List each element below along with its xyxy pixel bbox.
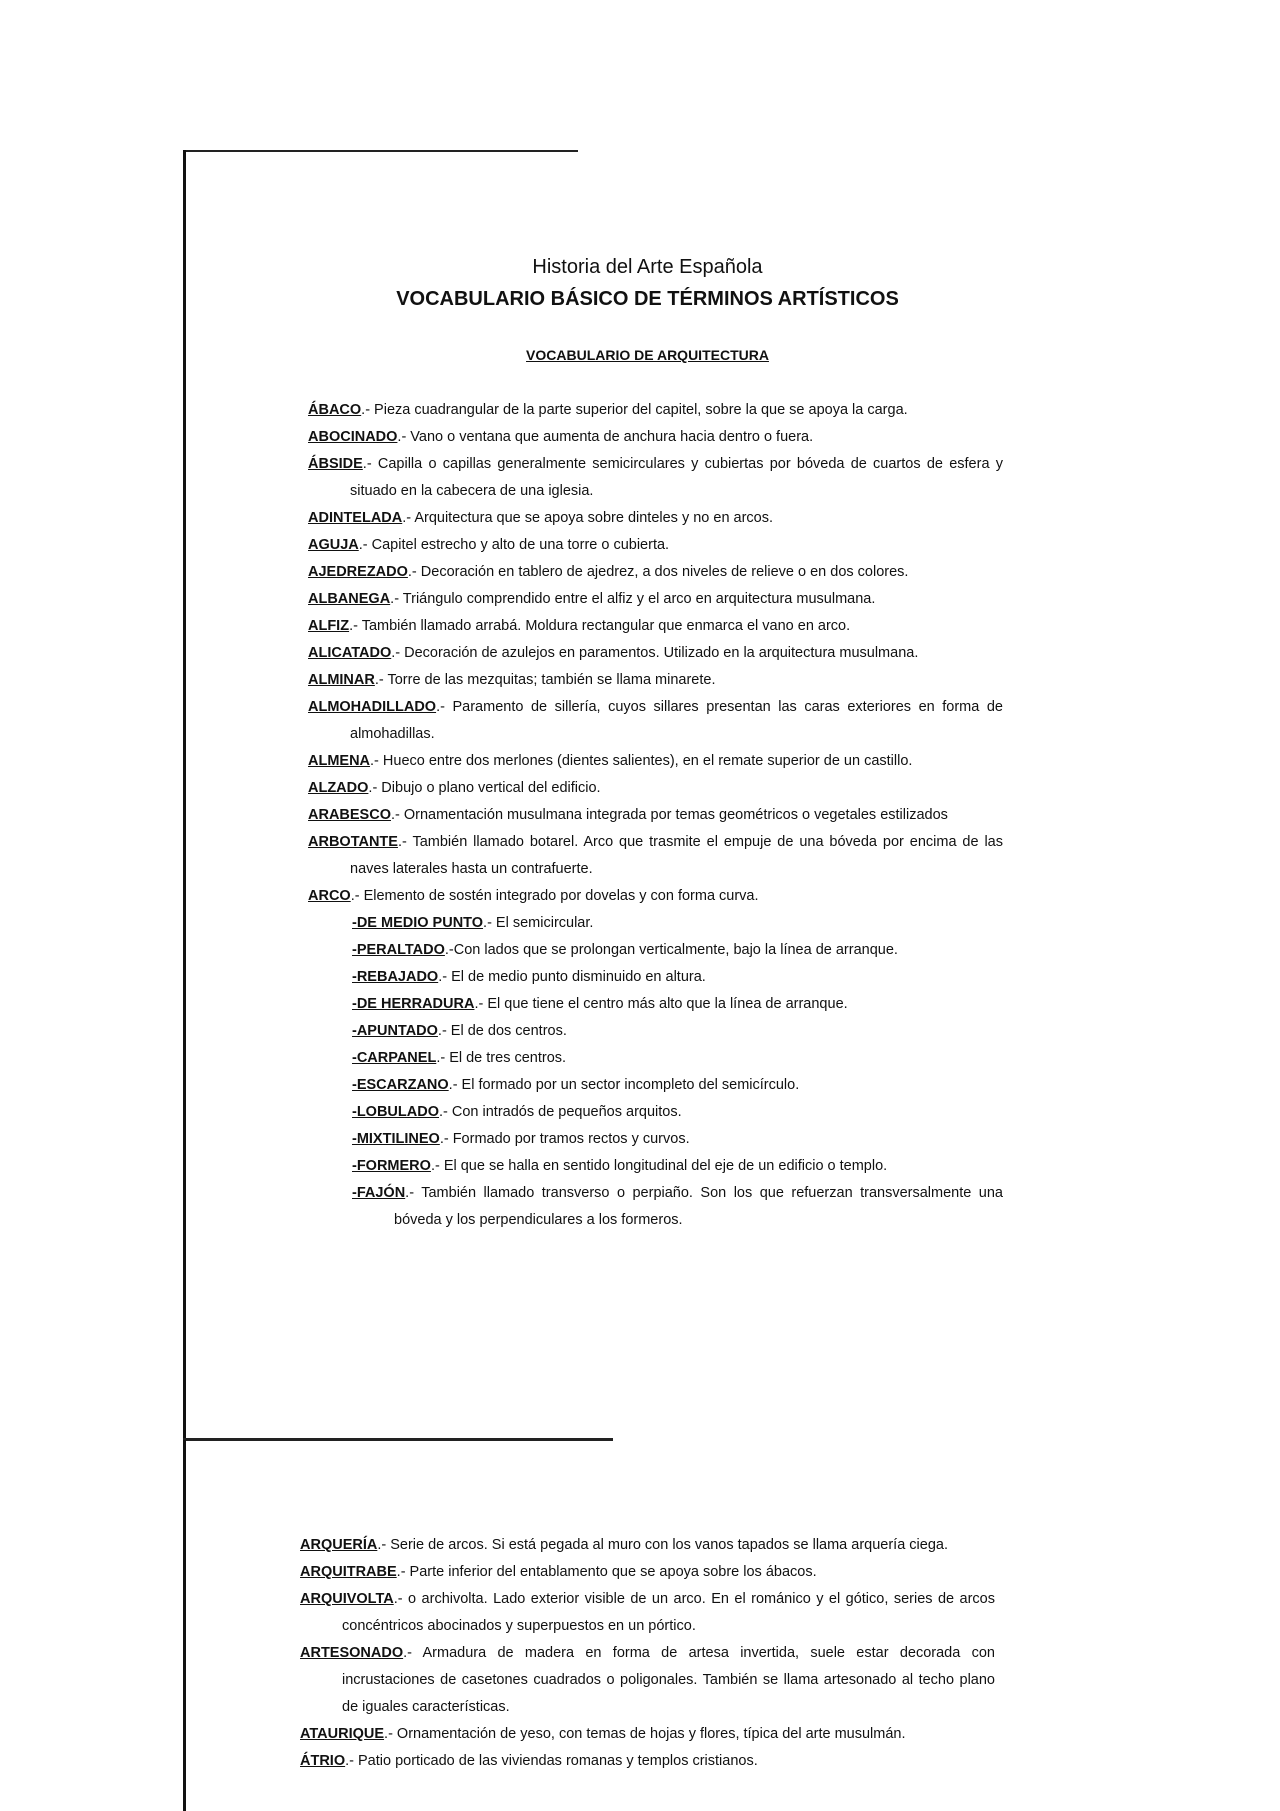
glossary-entry (308, 424, 1003, 451)
glossary-definition: .- El semicircular. (483, 915, 594, 931)
glossary-block-page1 (308, 397, 1003, 1234)
glossary-term: -DE HERRADURA (352, 996, 475, 1012)
glossary-definition: .- Patio porticado de las viviendas romanas y templos cristianos. (345, 1753, 758, 1769)
document-subtitle: Historia del Arte Española (532, 256, 763, 278)
glossary-term: ÁTRIO (300, 1753, 346, 1769)
glossary-definition: .- Hueco entre dos merlones (dientes salientes), en el remate superior de un castillo. (370, 753, 913, 769)
glossary-definition: .- También llamado arrabá. Moldura rectangular que enmarca el vano en arco. (349, 618, 851, 634)
glossary-term: ARCO (308, 888, 351, 904)
glossary-definition: .- Decoración en tablero de ajedrez, a dos niveles de relieve o en dos colores. (407, 564, 909, 580)
glossary-term: AGUJA (308, 537, 359, 553)
glossary-entry (330, 1126, 1003, 1153)
glossary-definition: .- El que tiene el centro más alto que la línea de arranque. (474, 996, 848, 1012)
glossary-term: ABOCINADO (308, 429, 398, 445)
glossary-block-page2 (300, 1532, 995, 1775)
glossary-entry (308, 559, 1003, 586)
glossary-entry (308, 829, 1003, 883)
glossary-term: ALMINAR (308, 672, 375, 688)
glossary-term: -DE MEDIO PUNTO (352, 915, 484, 931)
glossary-term: ALZADO (308, 780, 369, 796)
glossary-entry (300, 1640, 995, 1721)
page-break-line (183, 1438, 613, 1441)
glossary-entry (330, 1099, 1003, 1126)
glossary-entry (300, 1532, 995, 1559)
glossary-definition: .- Ornamentación de yeso, con temas de hojas y flores, típica del arte musulmán. (384, 1726, 906, 1742)
glossary-definition: .- El que se halla en sentido longitudinal del eje de un edificio o templo. (430, 1158, 888, 1174)
glossary-entry (330, 1072, 1003, 1099)
page-edge-left-2 (183, 1440, 186, 1811)
glossary-entry (308, 451, 1003, 505)
glossary-entry (308, 532, 1003, 559)
glossary-entry (330, 964, 1003, 991)
glossary-entry (330, 1180, 1003, 1234)
glossary-entry (308, 802, 1003, 829)
glossary-entry (308, 883, 1003, 910)
glossary-entry (300, 1748, 995, 1775)
glossary-definition: .- Ornamentación musulmana integrada por temas geométricos o vegetales estilizados (390, 807, 948, 823)
glossary-term: ARTESONADO (300, 1645, 404, 1661)
glossary-list (308, 397, 1003, 910)
glossary-term: ARQUITRABE (300, 1564, 397, 1580)
glossary-entry (308, 397, 1003, 424)
section-title: VOCABULARIO DE ARQUITECTURA (526, 347, 769, 363)
glossary-definition: .- El de tres centros. (436, 1050, 567, 1066)
glossary-definition: .-Con lados que se prolongan verticalmente, bajo la línea de arranque. (444, 942, 898, 958)
glossary-entry (330, 1153, 1003, 1180)
glossary-entry (308, 667, 1003, 694)
glossary-entry (308, 748, 1003, 775)
glossary-definition: .- Torre de las mezquitas; también se llama minarete. (374, 672, 716, 688)
glossary-definition: .- Dibujo o plano vertical del edificio. (368, 780, 601, 796)
glossary-entry (330, 910, 1003, 937)
glossary-entry (308, 586, 1003, 613)
document-title: VOCABULARIO BÁSICO DE TÉRMINOS ARTÍSTICOS (396, 288, 899, 310)
glossary-term: ATAURIQUE (300, 1726, 385, 1742)
glossary-entry (308, 613, 1003, 640)
glossary-definition: .- Formado por tramos rectos y curvos. (439, 1131, 690, 1147)
glossary-term: ARBOTANTE (308, 834, 398, 850)
glossary-definition: .- Vano o ventana que aumenta de anchura hacia dentro o fuera. (397, 429, 814, 445)
glossary-term: ALMENA (308, 753, 371, 769)
glossary-definition: .- El de dos centros. (437, 1023, 567, 1039)
glossary-definition: .- El de medio punto disminuido en altura. (438, 969, 706, 985)
glossary-definition: .- Arquitectura que se apoya sobre dinteles y no en arcos. (402, 510, 774, 526)
glossary-entry (300, 1559, 995, 1586)
glossary-term: ÁBSIDE (308, 456, 363, 472)
document-header (0, 253, 1280, 313)
glossary-term: AJEDREZADO (308, 564, 408, 580)
glossary-definition: .- Capilla o capillas generalmente semicirculares y cubiertas por bóveda de cuartos de esfera y situado en la cabecera de una iglesia. (350, 456, 1003, 499)
glossary-term: -FORMERO (352, 1158, 431, 1174)
glossary-term: ARQUIVOLTA (300, 1591, 394, 1607)
glossary-term: ARABESCO (308, 807, 391, 823)
glossary-term: -LOBULADO (352, 1104, 439, 1120)
glossary-definition: .- Serie de arcos. Si está pegada al muro con los vanos tapados se llama arquería ciega. (377, 1537, 948, 1553)
glossary-term: ARQUERÍA (300, 1537, 378, 1553)
glossary-definition: .- Elemento de sostén integrado por dovelas y con forma curva. (350, 888, 759, 904)
glossary-definition: .- Triángulo comprendido entre el alfiz y el arco en arquitectura musulmana. (390, 591, 876, 607)
glossary-term: -PERALTADO (352, 942, 445, 958)
glossary-entry (308, 505, 1003, 532)
glossary-list-2 (300, 1532, 995, 1775)
glossary-term: -APUNTADO (352, 1023, 438, 1039)
glossary-term: -CARPANEL (352, 1050, 437, 1066)
glossary-term: ÁBACO (308, 402, 362, 418)
glossary-definition: .- Paramento de sillería, cuyos sillares presentan las caras exteriores en forma de almohadillas. (350, 699, 1003, 742)
glossary-definition: .- Armadura de madera en forma de artesa invertida, suele estar decorada con incrustaciones de casetones cuadrados o poligonales. También se llama artesonado al techo plano de iguales características. (342, 1645, 995, 1715)
glossary-definition: .- El formado por un sector incompleto del semicírculo. (448, 1077, 800, 1093)
glossary-entry (308, 640, 1003, 667)
glossary-term: -MIXTILINEO (352, 1131, 440, 1147)
page-edge-left (183, 150, 186, 1450)
glossary-definition: .- Con intradós de pequeños arquitos. (439, 1104, 682, 1120)
glossary-entry (300, 1721, 995, 1748)
glossary-entry (308, 775, 1003, 802)
glossary-entry (300, 1586, 995, 1640)
glossary-definition: .- Pieza cuadrangular de la parte superior del capitel, sobre la que se apoya la carga. (361, 402, 908, 418)
glossary-definition: .- Parte inferior del entablamento que se apoya sobre los ábacos. (396, 1564, 817, 1580)
glossary-definition: .- Decoración de azulejos en paramentos. Utilizado en la arquitectura musulmana. (391, 645, 919, 661)
glossary-entry (330, 937, 1003, 964)
glossary-term: -REBAJADO (352, 969, 439, 985)
glossary-entry (308, 694, 1003, 748)
glossary-term: -FAJÓN (352, 1185, 406, 1201)
arco-subentries (308, 910, 1003, 1234)
glossary-entry (330, 1045, 1003, 1072)
glossary-definition: .- o archivolta. Lado exterior visible de un arco. En el románico y el gótico, series de arcos concéntricos abocinados y superpuestos en un pórtico. (342, 1591, 995, 1634)
glossary-term: -ESCARZANO (352, 1077, 449, 1093)
glossary-term: ALBANEGA (308, 591, 391, 607)
glossary-term: ALICATADO (308, 645, 392, 661)
page-edge-top (183, 150, 578, 152)
glossary-entry (330, 1018, 1003, 1045)
glossary-definition: .- Capitel estrecho y alto de una torre o cubierta. (358, 537, 670, 553)
glossary-term: ADINTELADA (308, 510, 403, 526)
glossary-term: ALFIZ (308, 618, 350, 634)
glossary-definition: .- También llamado botarel. Arco que trasmite el empuje de una bóveda por encima de las naves laterales hasta un contrafuerte. (350, 834, 1003, 877)
glossary-entry (330, 991, 1003, 1018)
glossary-term: ALMOHADILLADO (308, 699, 437, 715)
glossary-definition: .- También llamado transverso o perpiaño. Son los que refuerzan transversalmente una bóveda y los perpendiculares a los formeros. (394, 1185, 1003, 1228)
